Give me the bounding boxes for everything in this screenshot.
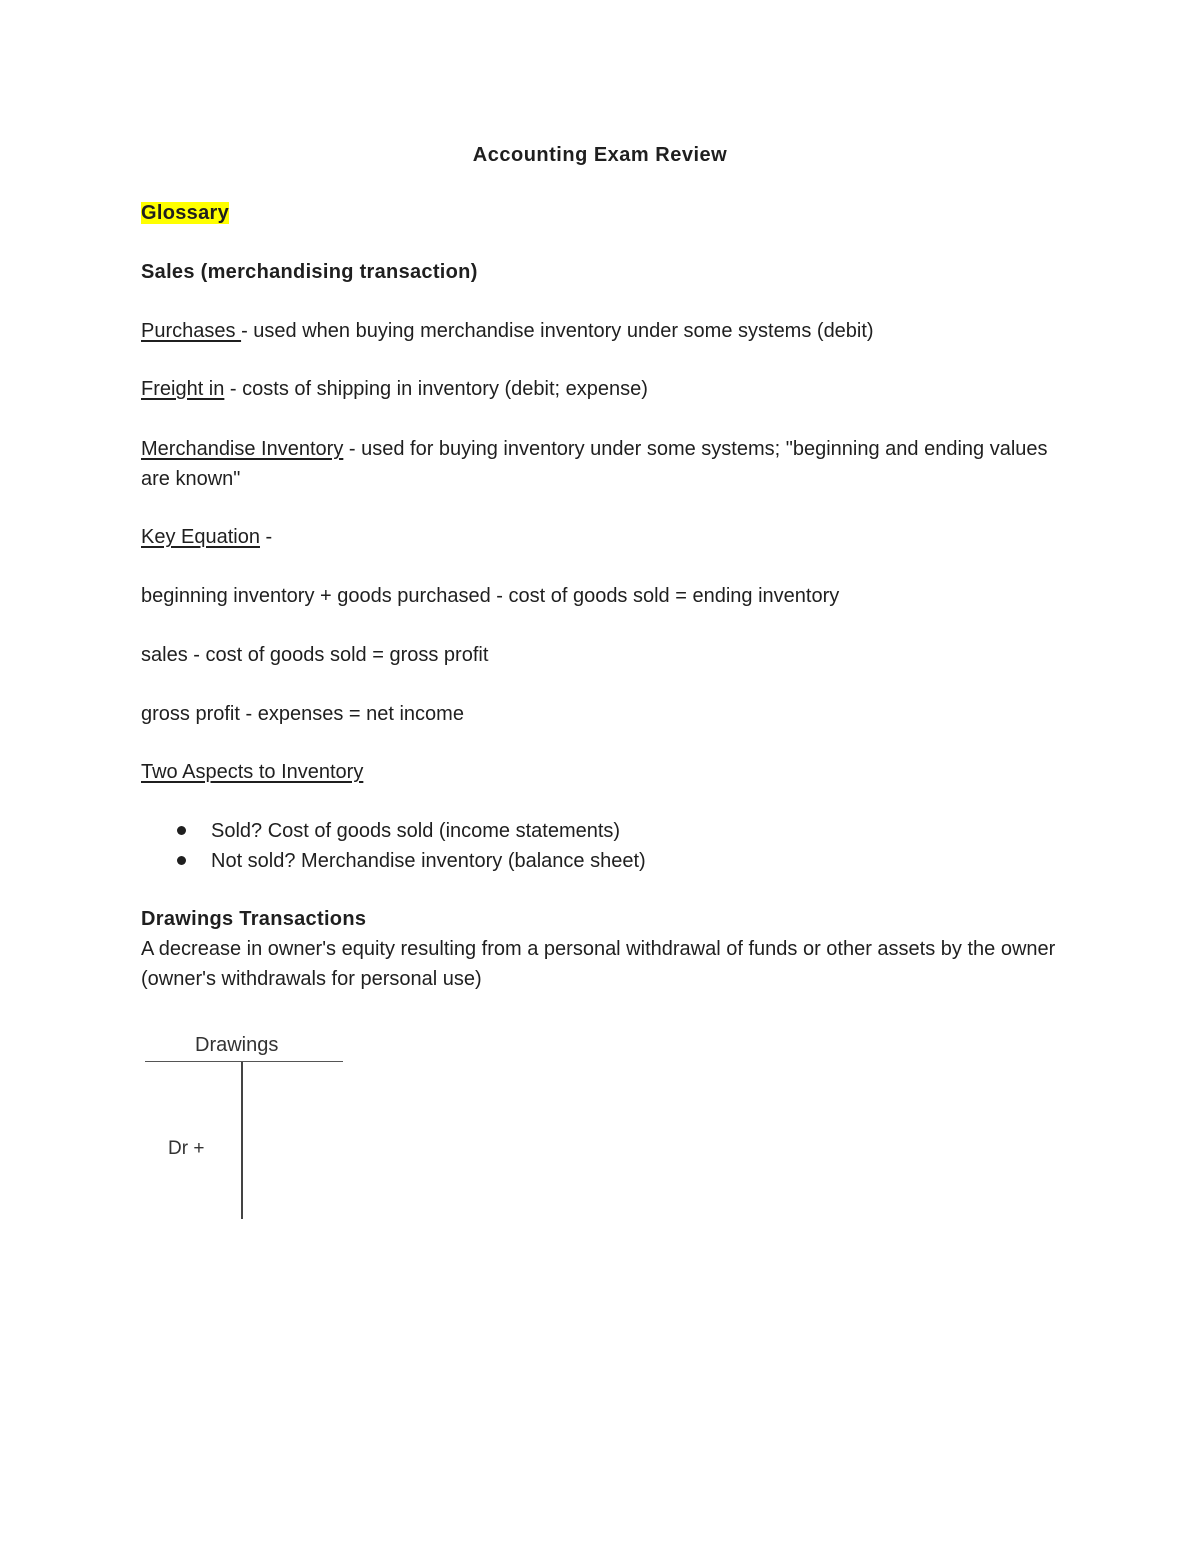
t-account-horizontal-line bbox=[145, 1061, 343, 1062]
two-aspects-heading-text: Two Aspects to Inventory bbox=[141, 761, 364, 783]
two-aspects-heading bbox=[141, 757, 363, 787]
list-item bbox=[141, 816, 646, 846]
drawings-heading: Drawings Transactions bbox=[141, 908, 367, 930]
glossary-heading bbox=[141, 198, 229, 228]
bullet-icon bbox=[177, 826, 186, 835]
purchases-term: Purchases bbox=[141, 320, 242, 342]
t-account-title: Drawings bbox=[195, 1034, 279, 1056]
two-aspects-list bbox=[141, 816, 646, 876]
key-equation-suffix: - bbox=[259, 526, 273, 548]
purchases-entry bbox=[141, 316, 874, 346]
merchandise-inventory-term: Merchandise Inventory bbox=[141, 438, 344, 460]
bullet-icon bbox=[177, 856, 186, 865]
list-item-text: Not sold? Merchandise inventory (balance sheet) bbox=[211, 850, 646, 872]
t-account-debit-label: Dr + bbox=[168, 1138, 205, 1159]
equation-gross-profit: sales - cost of goods sold = gross profit bbox=[141, 644, 489, 666]
equation-inventory: beginning inventory + goods purchased - cost of goods sold = ending inventory bbox=[141, 585, 840, 607]
key-equation-entry bbox=[141, 522, 272, 552]
key-equation-term: Key Equation bbox=[141, 526, 260, 548]
drawings-definition: A decrease in owner's equity resulting from a personal withdrawal of funds or other assets by the owner (owner's withdrawals for personal use) bbox=[141, 938, 1056, 990]
freight-in-entry bbox=[141, 374, 648, 404]
equation-net-income: gross profit - expenses = net income bbox=[141, 703, 464, 725]
drawings-t-account bbox=[140, 1030, 350, 1225]
sales-heading: Sales (merchandising transaction) bbox=[141, 261, 478, 283]
merchandise-inventory-entry bbox=[141, 434, 1056, 494]
freight-in-definition: - costs of shipping in inventory (debit; expense) bbox=[224, 378, 648, 400]
list-item bbox=[141, 846, 646, 876]
document-title: Accounting Exam Review bbox=[472, 144, 728, 166]
t-account-vertical-line bbox=[241, 1062, 243, 1219]
purchases-definition: - used when buying merchandise inventory under some systems (debit) bbox=[241, 320, 874, 342]
freight-in-term: Freight in bbox=[141, 378, 225, 400]
list-item-text: Sold? Cost of goods sold (income statements) bbox=[211, 820, 621, 842]
glossary-heading-text: Glossary bbox=[141, 202, 230, 224]
merchandise-inventory-definition: - used for buying inventory under some systems; "beginning and ending values are known" bbox=[141, 438, 1048, 490]
